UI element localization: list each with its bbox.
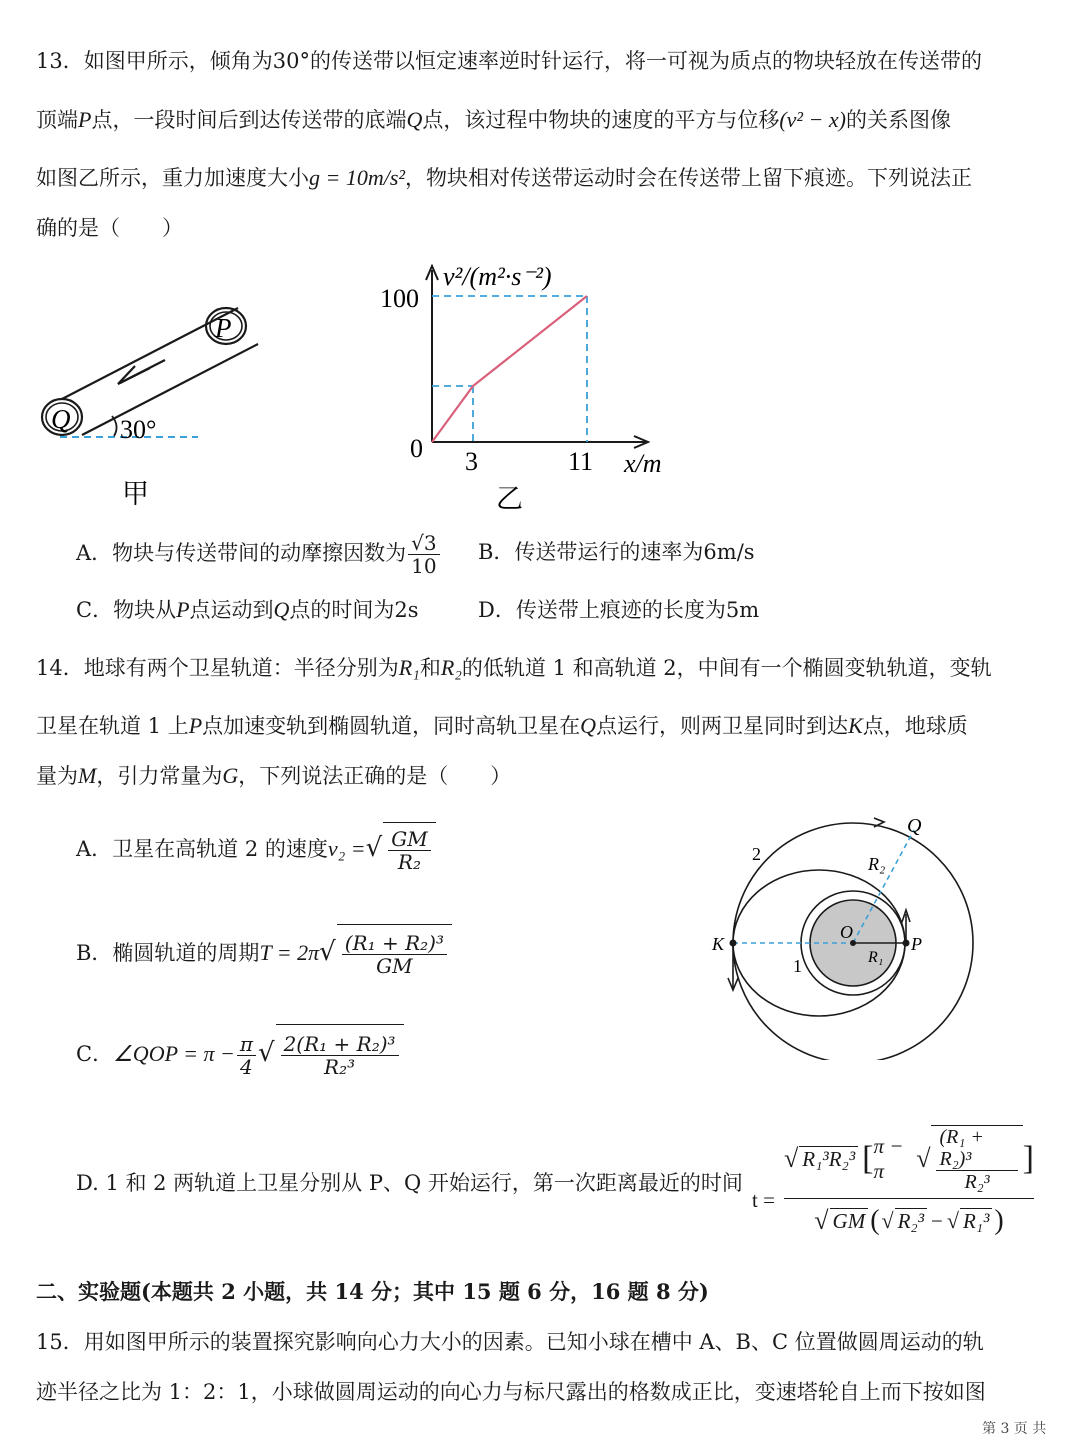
left-bracket-icon: [ xyxy=(862,1140,874,1177)
q14-option-d-numerator xyxy=(784,1120,1034,1199)
q14-option-d-den-a: GM xyxy=(830,1208,869,1234)
q13-option-c-text-b: 点运动到 xyxy=(189,598,274,622)
q14-option-c xyxy=(76,1024,404,1083)
sqrt-icon: √ xyxy=(814,1206,829,1235)
q14-option-c-four: 4 xyxy=(240,1055,253,1079)
q14-option-d-formula xyxy=(784,1120,1034,1243)
q13-line2-text-b: 点，一段时间后到达传送带的底端 xyxy=(91,108,407,132)
q13-line-1: 13．如图甲所示，倾角为30°的传送带以恒定速率逆时针运行，将一可视为质点的物块轻放在传送带的 xyxy=(36,49,982,73)
label-orbit-1: 1 xyxy=(793,956,802,976)
q13-gravity-expression: g = 10m/s² xyxy=(309,165,406,190)
q14-option-d-t: t = xyxy=(752,1188,775,1212)
q14-g: G xyxy=(222,763,239,788)
q14-option-b-text: B．椭圆轨道的周期 xyxy=(76,941,260,965)
x-axis-label: x/m xyxy=(624,449,662,478)
sqrt-icon: √ xyxy=(784,1144,799,1173)
q14-r2: R₂ xyxy=(440,655,462,680)
q14-line2-text-a: 卫星在轨道 1 上 xyxy=(36,714,189,738)
x-tick-3: 3 xyxy=(465,447,478,476)
q13-figure-jia xyxy=(30,290,270,530)
q13-option-c-text-a: C．物块从 xyxy=(76,598,177,622)
x-tick-11: 11 xyxy=(568,447,594,476)
q13-option-c-text-c: 点的时间为2s xyxy=(289,598,419,622)
q14-option-a-text: A．卫星在高轨道 2 的速度 xyxy=(76,837,328,861)
label-o: O xyxy=(840,922,853,942)
q14-m: M xyxy=(78,763,97,788)
q13-line-3 xyxy=(36,163,972,193)
q14-option-d-num-c: (R₁ + R₂)³ xyxy=(936,1126,1017,1171)
sqrt-icon: √ xyxy=(365,833,383,863)
q13-line3-text-b: ，物块相对传送带运动时会在传送带上留下痕迹。下列说法正 xyxy=(405,166,973,190)
q14-option-c-pi: π xyxy=(237,1033,256,1056)
q13-option-d: D．传送带上痕迹的长度为5m xyxy=(478,598,760,622)
label-r1: R₁ xyxy=(868,949,884,966)
q14-option-c-text: C． xyxy=(76,1042,114,1066)
y-tick-100: 100 xyxy=(380,284,419,313)
q13-option-c-q: Q xyxy=(273,597,290,622)
q13-line2-text-a: 顶端 xyxy=(36,108,78,132)
belt-bottom-line xyxy=(82,344,258,435)
q13-option-c-p: P xyxy=(176,597,190,622)
q13-line2-text-d: 的关系图像 xyxy=(845,108,951,132)
v2-x-line xyxy=(432,296,587,442)
q14-option-d-denominator: √ GM ( √ R₂³ − √ R₁³ ) xyxy=(814,1205,1004,1236)
q13-figure-yi-chart xyxy=(370,252,690,522)
q14-option-d-den-b: R₂³ xyxy=(895,1208,927,1234)
sqrt-icon: √ xyxy=(916,1144,931,1173)
y-axis-label: v²/(m²·s⁻²) xyxy=(443,262,552,291)
q14-line1-text-a: 14．地球有两个卫星轨道：半径分别为 xyxy=(36,656,399,680)
right-bracket-icon: ] xyxy=(1022,1140,1034,1177)
q14-line-2 xyxy=(36,711,968,741)
q13-point-q: Q xyxy=(406,107,423,132)
label-q: Q xyxy=(907,815,922,837)
q14-line2-text-b: 点加速变轨到椭圆轨道，同时高轨卫星在 xyxy=(202,714,581,738)
q13-point-p: P xyxy=(78,107,92,132)
section-2-title: 二、实验题(本题共 2 小题，共 14 分；其中 15 题 6 分，16 题 8 分) xyxy=(36,1279,709,1304)
caption-yi: 乙 xyxy=(496,484,523,514)
q14-orbit-figure xyxy=(700,810,1000,1060)
label-p: P xyxy=(911,934,922,954)
q14-line-3 xyxy=(36,761,511,791)
point-p-dot xyxy=(903,940,910,947)
q15-line-2: 迹半径之比为 1：2：1，小球做圆周运动的向心力与标尺露出的格数成正比，变速塔轮自上而下按如图 xyxy=(36,1380,986,1404)
angle-label: 30° xyxy=(120,415,157,444)
q13-option-c xyxy=(76,595,419,625)
sqrt-icon: √ xyxy=(319,937,336,967)
q13-option-b: B．传送带运行的速率为6m/s xyxy=(478,540,755,564)
q14-option-d-num-b: π − π xyxy=(873,1134,904,1183)
caption-jia: 甲 xyxy=(122,479,149,509)
q14-option-d: D. 1 和 2 两轨道上卫星分别从 P、Q 开始运行，第一次距离最近的时间 xyxy=(76,1171,743,1195)
q14-option-b-numerator: (R₁ + R₂)³ xyxy=(342,932,447,955)
q13-line-2 xyxy=(36,105,951,135)
q14-option-b-lhs: T = 2π xyxy=(259,940,320,965)
q13-line-4: 确的是（ ） xyxy=(36,216,183,240)
right-paren-icon: ) xyxy=(994,1205,1004,1236)
left-paren-icon: ( xyxy=(870,1205,880,1236)
q13-line3-text-a: 如图乙所示，重力加速度大小 xyxy=(36,166,309,190)
q14-line3-text-b: ，引力常量为 xyxy=(96,764,223,788)
q13-option-a xyxy=(76,532,442,577)
q14-option-d-den-c: R₁³ xyxy=(960,1208,992,1234)
point-k-dot xyxy=(730,940,737,947)
label-q: Q xyxy=(51,404,71,434)
q14-option-a-denominator: R₂ xyxy=(397,850,421,874)
q14-option-d-num-a: R₁³R₂³ xyxy=(799,1146,858,1172)
q14-option-a xyxy=(76,822,436,875)
q13-option-a-text: A．物块与传送带间的动摩擦因数为 xyxy=(76,541,407,565)
q14-option-b-denominator: GM xyxy=(376,954,413,978)
q14-line1-text-c: 的低轨道 1 和高轨道 2，中间有一个椭圆变轨轨道，变轨 xyxy=(461,656,992,680)
q13-option-a-denominator: 10 xyxy=(411,554,437,578)
q14-line-1 xyxy=(36,653,992,683)
origin-label: 0 xyxy=(410,434,423,463)
q13-v2-x-expression: (v² − x) xyxy=(779,107,846,132)
q14-option-a-numerator: GM xyxy=(388,828,430,851)
q14-line1-text-b: 和 xyxy=(419,656,441,680)
q14-p: P xyxy=(188,713,203,738)
sqrt-icon: √ xyxy=(258,1038,275,1068)
label-orbit-2: 2 xyxy=(752,844,761,864)
label-p: P xyxy=(215,313,232,343)
q14-option-c-numerator: 2(R₁ + R₂)³ xyxy=(281,1033,399,1056)
sqrt-icon: √ xyxy=(946,1208,959,1233)
q14-line3-text-c: ，下列说法正确的是（ ） xyxy=(238,764,512,788)
q14-r1: R₁ xyxy=(398,655,420,680)
q14-k: K xyxy=(848,713,863,738)
q14-option-b xyxy=(76,924,452,981)
q14-line2-text-c: 点运行，则两卫星同时到达 xyxy=(596,714,849,738)
q14-option-c-denominator: R₂³ xyxy=(324,1055,356,1079)
q14-option-c-lhs: ∠QOP = π − xyxy=(113,1041,235,1066)
q14-option-d-num-d: R₂³ xyxy=(964,1171,990,1193)
q14-q: Q xyxy=(580,713,597,738)
q14-line2-text-d: 点，地球质 xyxy=(862,714,968,738)
q13-option-a-numerator: √3 xyxy=(408,532,439,555)
q14-line3-text-a: 量为 xyxy=(36,764,78,788)
q15-line-1: 15．用如图甲所示的装置探究影响向心力大小的因素。已知小球在槽中 A、B、C 位置做圆周运动的轨 xyxy=(36,1330,984,1354)
q13-line2-text-c: 点，该过程中物块的速度的平方与位移 xyxy=(422,108,780,132)
label-r2: R₂ xyxy=(868,854,886,874)
q14-option-a-lhs: v₂ = xyxy=(327,836,366,861)
page-footer: 第 3 页 共 xyxy=(982,1421,1047,1437)
sqrt-icon: √ xyxy=(881,1208,894,1233)
label-k: K xyxy=(712,934,725,954)
